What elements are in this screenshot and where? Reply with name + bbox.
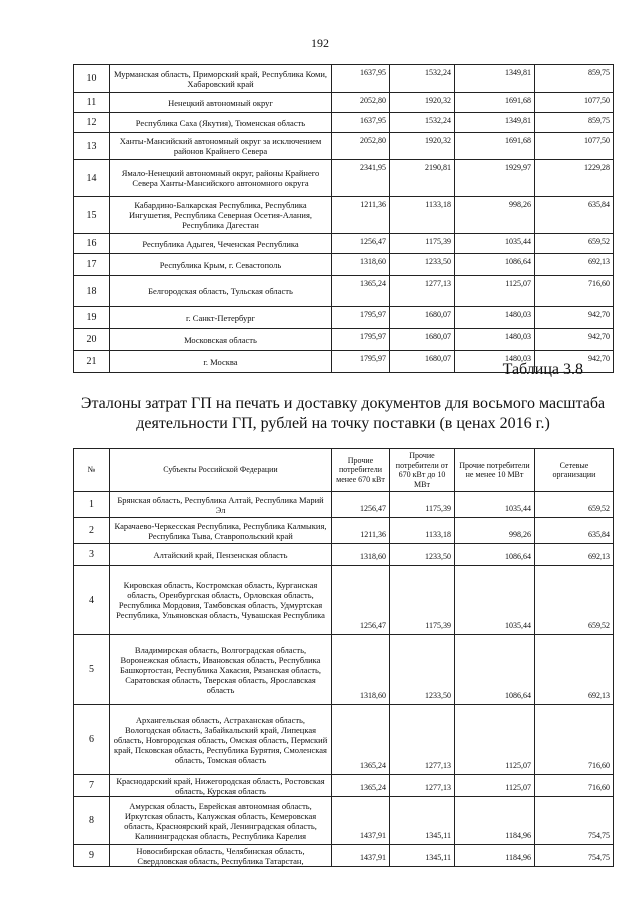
value-consumers-large: 1035,44 bbox=[455, 566, 535, 635]
value-grid-organizations: 635,84 bbox=[535, 518, 614, 544]
table-row bbox=[74, 65, 614, 93]
value-consumers-medium: 1345,11 bbox=[390, 797, 455, 845]
row-subject: Архангельская область, Астраханская область, Вологодская область, Забайкальский край, Липецкая область, Новгородская область, Омская область, Пермский край, Псковская область, Республика Бурятия, Смоленская область, Томская область bbox=[110, 705, 332, 775]
row-subject: Брянская область, Республика Алтай, Республика Марий Эл bbox=[110, 492, 332, 518]
value-grid-organizations: 716,60 bbox=[535, 276, 614, 307]
value-consumers-small: 1795,97 bbox=[332, 307, 390, 329]
row-subject: Карачаево-Черкесская Республика, Республика Калмыкия, Республика Тыва, Ставропольский край bbox=[110, 518, 332, 544]
table-row bbox=[74, 133, 614, 160]
value-consumers-medium: 1277,13 bbox=[390, 775, 455, 797]
value-consumers-small: 1318,60 bbox=[332, 254, 390, 276]
value-grid-organizations: 692,13 bbox=[535, 254, 614, 276]
header-num: № bbox=[74, 449, 110, 492]
value-consumers-large: 1480,03 bbox=[455, 351, 535, 373]
table-row bbox=[74, 329, 614, 351]
row-subject: г. Санкт-Петербург bbox=[110, 307, 332, 329]
value-grid-organizations: 659,52 bbox=[535, 234, 614, 254]
value-consumers-medium: 1277,13 bbox=[390, 276, 455, 307]
value-consumers-large: 998,26 bbox=[455, 518, 535, 544]
table-row bbox=[74, 197, 614, 234]
table-header-row bbox=[74, 449, 614, 492]
value-consumers-medium: 1680,07 bbox=[390, 329, 455, 351]
table-row bbox=[74, 113, 614, 133]
row-number: 14 bbox=[74, 160, 110, 197]
value-grid-organizations: 859,75 bbox=[535, 65, 614, 93]
row-number: 7 bbox=[74, 775, 110, 797]
table-row bbox=[74, 492, 614, 518]
header-consumers-large: Прочие потребители не менее 10 МВт bbox=[455, 449, 535, 492]
row-subject: Мурманская область, Приморский край, Республика Коми, Хабаровский край bbox=[110, 65, 332, 93]
table-row bbox=[74, 544, 614, 566]
row-subject: Амурская область, Еврейская автономная область, Иркутская область, Калужская область, Кемеровская область, Красноярский край, Ленинградская область, Калининградская область, Республика Карелия bbox=[110, 797, 332, 845]
row-number: 2 bbox=[74, 518, 110, 544]
row-number: 6 bbox=[74, 705, 110, 775]
header-grid-organizations: Сетевые организации bbox=[535, 449, 614, 492]
value-grid-organizations: 1229,28 bbox=[535, 160, 614, 197]
costs-table-3-8 bbox=[73, 448, 614, 867]
value-consumers-small: 2052,80 bbox=[332, 133, 390, 160]
row-subject: Московская область bbox=[110, 329, 332, 351]
value-consumers-small: 1637,95 bbox=[332, 65, 390, 93]
value-grid-organizations: 859,75 bbox=[535, 113, 614, 133]
value-consumers-large: 1480,03 bbox=[455, 307, 535, 329]
row-subject: Республика Адыгея, Чеченская Республика bbox=[110, 234, 332, 254]
row-subject: Алтайский край, Пензенская область bbox=[110, 544, 332, 566]
table-row bbox=[74, 566, 614, 635]
row-subject: Ханты-Мансийский автономный округ за исключением районов Крайнего Севера bbox=[110, 133, 332, 160]
value-consumers-medium: 1233,50 bbox=[390, 544, 455, 566]
value-consumers-medium: 1175,39 bbox=[390, 492, 455, 518]
value-consumers-small: 1256,47 bbox=[332, 234, 390, 254]
row-subject: Ямало-Ненецкий автономный округ, районы Крайнего Севера Ханты-Мансийского автономного округа bbox=[110, 160, 332, 197]
value-grid-organizations: 1077,50 bbox=[535, 93, 614, 113]
value-grid-organizations: 635,84 bbox=[535, 197, 614, 234]
value-consumers-small: 1256,47 bbox=[332, 566, 390, 635]
table-row bbox=[74, 254, 614, 276]
value-consumers-small: 1437,91 bbox=[332, 845, 390, 867]
value-consumers-small: 1637,95 bbox=[332, 113, 390, 133]
table-row bbox=[74, 635, 614, 705]
table-row bbox=[74, 518, 614, 544]
value-grid-organizations: 942,70 bbox=[535, 351, 614, 373]
value-grid-organizations: 754,75 bbox=[535, 797, 614, 845]
value-grid-organizations: 692,13 bbox=[535, 635, 614, 705]
value-consumers-large: 1086,64 bbox=[455, 254, 535, 276]
value-consumers-small: 1211,36 bbox=[332, 197, 390, 234]
value-consumers-medium: 1680,07 bbox=[390, 307, 455, 329]
row-number: 4 bbox=[74, 566, 110, 635]
value-consumers-medium: 1532,24 bbox=[390, 113, 455, 133]
page-number: 192 bbox=[311, 36, 329, 50]
value-grid-organizations: 716,60 bbox=[535, 775, 614, 797]
row-number: 11 bbox=[74, 93, 110, 113]
value-consumers-large: 1480,03 bbox=[455, 329, 535, 351]
row-subject: г. Москва bbox=[110, 351, 332, 373]
row-number: 8 bbox=[74, 797, 110, 845]
table-row bbox=[74, 705, 614, 775]
value-consumers-medium: 1175,39 bbox=[390, 234, 455, 254]
table-row bbox=[74, 775, 614, 797]
row-number: 1 bbox=[74, 492, 110, 518]
value-consumers-large: 1086,64 bbox=[455, 635, 535, 705]
value-consumers-large: 1184,96 bbox=[455, 797, 535, 845]
value-grid-organizations: 942,70 bbox=[535, 329, 614, 351]
value-consumers-medium: 1920,32 bbox=[390, 93, 455, 113]
row-number: 20 bbox=[74, 329, 110, 351]
row-number: 15 bbox=[74, 197, 110, 234]
table-row bbox=[74, 797, 614, 845]
value-grid-organizations: 692,13 bbox=[535, 544, 614, 566]
value-consumers-small: 1365,24 bbox=[332, 705, 390, 775]
row-number: 19 bbox=[74, 307, 110, 329]
value-consumers-large: 1125,07 bbox=[455, 276, 535, 307]
value-consumers-large: 1691,68 bbox=[455, 93, 535, 113]
row-subject: Белгородская область, Тульская область bbox=[110, 276, 332, 307]
row-subject: Республика Крым, г. Севастополь bbox=[110, 254, 332, 276]
row-number: 16 bbox=[74, 234, 110, 254]
row-number: 3 bbox=[74, 544, 110, 566]
table-row bbox=[74, 307, 614, 329]
value-consumers-large: 1349,81 bbox=[455, 113, 535, 133]
row-subject: Кабардино-Балкарская Республика, Республика Ингушетия, Республика Северная Осетия-Алания, Республика Дагестан bbox=[110, 197, 332, 234]
value-consumers-small: 1437,91 bbox=[332, 797, 390, 845]
row-subject: Владимирская область, Волгоградская область, Воронежская область, Ивановская область, Республика Башкортостан, Республика Хакасия, Рязанская область, Саратовская область, Тверская область, Ярославская область bbox=[110, 635, 332, 705]
value-grid-organizations: 754,75 bbox=[535, 845, 614, 867]
row-number: 17 bbox=[74, 254, 110, 276]
value-consumers-small: 2341,95 bbox=[332, 160, 390, 197]
row-number: 13 bbox=[74, 133, 110, 160]
value-consumers-medium: 1277,13 bbox=[390, 705, 455, 775]
value-consumers-large: 1349,81 bbox=[455, 65, 535, 93]
value-consumers-small: 1365,24 bbox=[332, 276, 390, 307]
header-consumers-medium: Прочие потребители от 670 кВт до 10 МВт bbox=[390, 449, 455, 492]
header-consumers-small: Прочие потребители менее 670 кВт bbox=[332, 449, 390, 492]
row-subject: Кировская область, Костромская область, Курганская область, Оренбургская область, Орловская область, Республика Мордовия, Тамбовская область, Удмуртская Республика, Ульяновская область, Чувашская Республика bbox=[110, 566, 332, 635]
value-consumers-medium: 1680,07 bbox=[390, 351, 455, 373]
value-grid-organizations: 1077,50 bbox=[535, 133, 614, 160]
row-number: 21 bbox=[74, 351, 110, 373]
row-subject: Новосибирская область, Челябинская область, Свердловская область, Республика Татарстан, bbox=[110, 845, 332, 867]
value-grid-organizations: 659,52 bbox=[535, 566, 614, 635]
row-number: 5 bbox=[74, 635, 110, 705]
table-row bbox=[74, 93, 614, 113]
value-consumers-small: 1256,47 bbox=[332, 492, 390, 518]
value-consumers-small: 1318,60 bbox=[332, 635, 390, 705]
value-consumers-medium: 1133,18 bbox=[390, 197, 455, 234]
table-row bbox=[74, 234, 614, 254]
row-number: 18 bbox=[74, 276, 110, 307]
table-title: Эталоны затрат ГП на печать и доставку документов для восьмого масштаба деятельности ГП, рублей на точку поставки (в ценах 2016 г.) bbox=[80, 395, 606, 432]
costs-table-continued bbox=[73, 64, 614, 373]
value-consumers-medium: 1345,11 bbox=[390, 845, 455, 867]
value-consumers-small: 1795,97 bbox=[332, 329, 390, 351]
row-number: 9 bbox=[74, 845, 110, 867]
value-consumers-large: 998,26 bbox=[455, 197, 535, 234]
row-subject: Краснодарский край, Нижегородская область, Ростовская область, Курская область bbox=[110, 775, 332, 797]
value-consumers-large: 1691,68 bbox=[455, 133, 535, 160]
value-consumers-medium: 1133,18 bbox=[390, 518, 455, 544]
row-number: 10 bbox=[74, 65, 110, 93]
value-consumers-small: 1318,60 bbox=[332, 544, 390, 566]
value-consumers-small: 1795,97 bbox=[332, 351, 390, 373]
value-consumers-medium: 1532,24 bbox=[390, 65, 455, 93]
value-consumers-large: 1125,07 bbox=[455, 705, 535, 775]
row-number: 12 bbox=[74, 113, 110, 133]
row-subject: Ненецкий автономный округ bbox=[110, 93, 332, 113]
value-consumers-medium: 1175,39 bbox=[390, 566, 455, 635]
value-consumers-large: 1929,97 bbox=[455, 160, 535, 197]
value-consumers-medium: 1233,50 bbox=[390, 635, 455, 705]
value-consumers-medium: 2190,81 bbox=[390, 160, 455, 197]
value-consumers-large: 1035,44 bbox=[455, 492, 535, 518]
value-grid-organizations: 716,60 bbox=[535, 705, 614, 775]
value-grid-organizations: 942,70 bbox=[535, 307, 614, 329]
value-consumers-medium: 1920,32 bbox=[390, 133, 455, 160]
table-row bbox=[74, 160, 614, 197]
value-consumers-large: 1184,96 bbox=[455, 845, 535, 867]
table-row bbox=[74, 845, 614, 867]
value-consumers-large: 1125,07 bbox=[455, 775, 535, 797]
value-consumers-small: 1211,36 bbox=[332, 518, 390, 544]
value-grid-organizations: 659,52 bbox=[535, 492, 614, 518]
table-row bbox=[74, 276, 614, 307]
header-subject: Субъекты Российской Федерации bbox=[110, 449, 332, 492]
value-consumers-medium: 1233,50 bbox=[390, 254, 455, 276]
value-consumers-small: 2052,80 bbox=[332, 93, 390, 113]
table-label: Таблица 3.8 bbox=[502, 361, 583, 378]
value-consumers-large: 1035,44 bbox=[455, 234, 535, 254]
row-subject: Республика Саха (Якутия), Тюменская область bbox=[110, 113, 332, 133]
value-consumers-small: 1365,24 bbox=[332, 775, 390, 797]
value-consumers-large: 1086,64 bbox=[455, 544, 535, 566]
